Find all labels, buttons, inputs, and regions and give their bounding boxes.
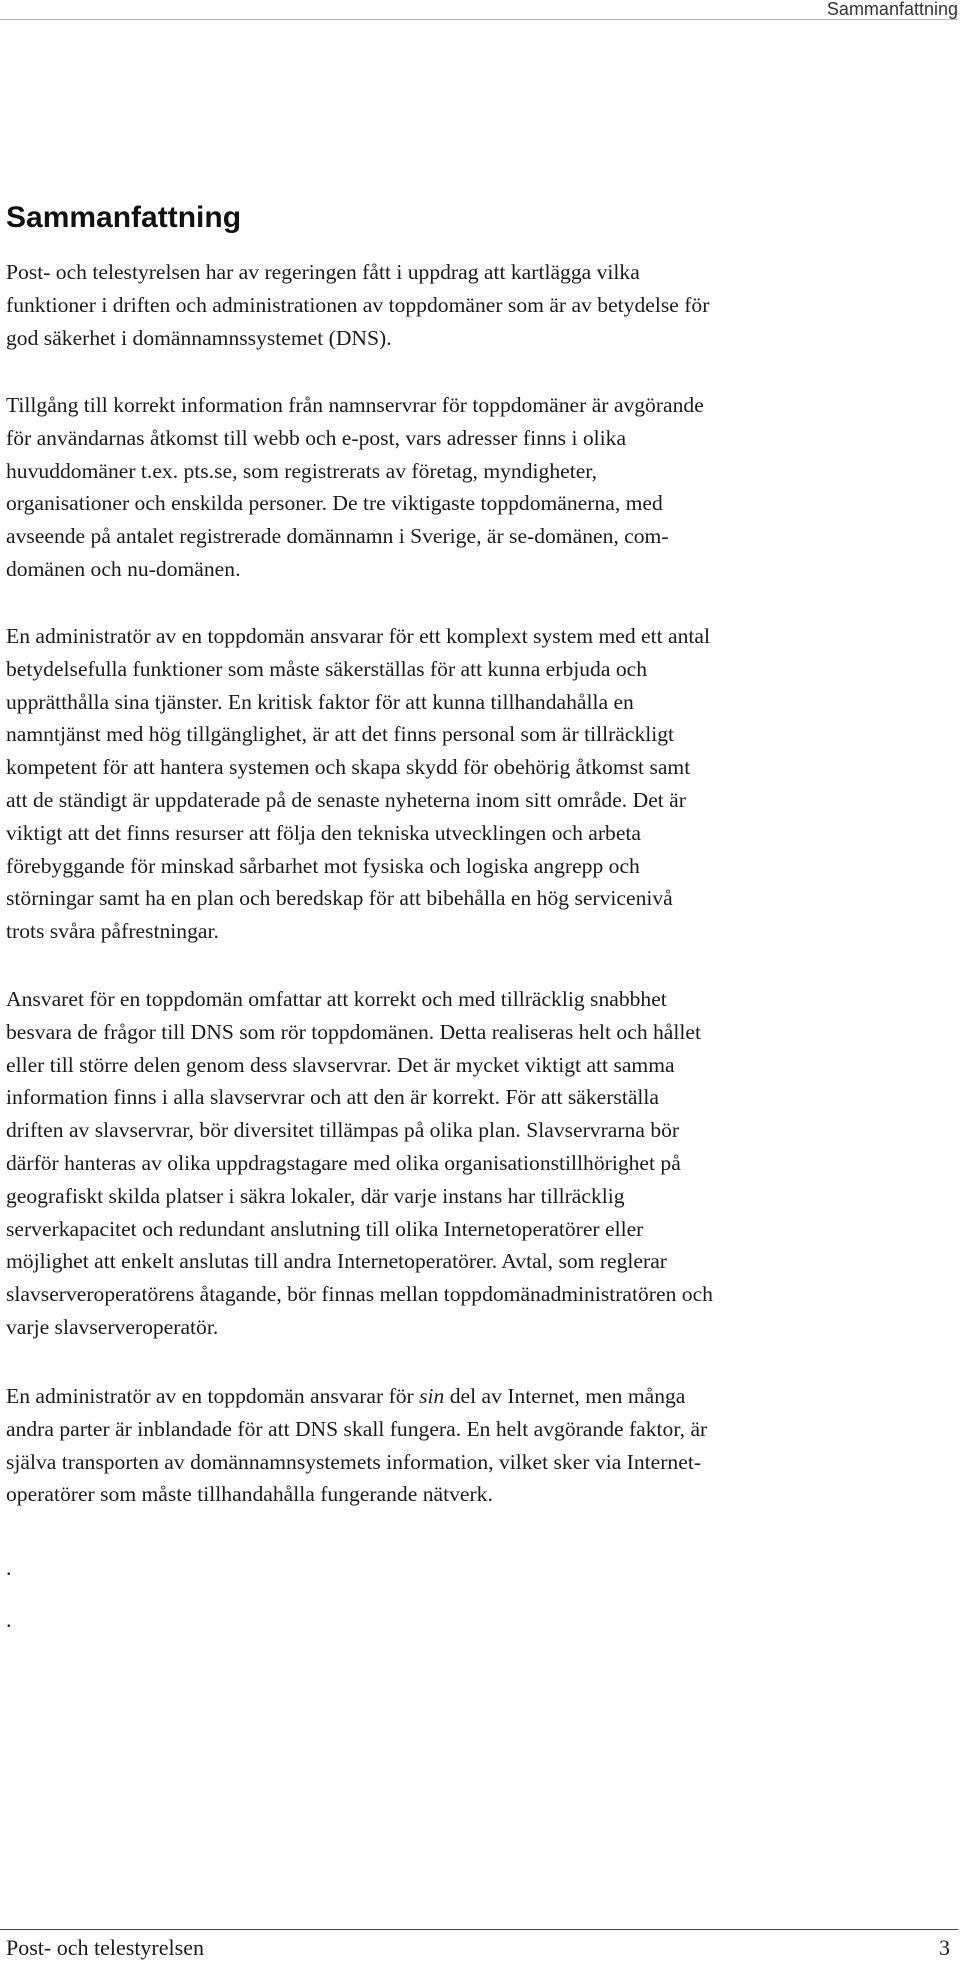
paragraph-line: själva transporten av domännamnsystemets information, vilket sker via Internet- bbox=[6, 1449, 702, 1474]
paragraph-line: för användarnas åtkomst till webb och e-post, vars adresser finns i olika bbox=[6, 425, 627, 450]
paragraph-line: Post- och telestyrelsen har av regeringen fått i uppdrag att kartlägga vilka bbox=[6, 260, 640, 284]
running-header-title: Sammanfattning bbox=[826, 0, 958, 19]
paragraph-line: huvuddomäner t.ex. pts.se, som registrerats av företag, myndigheter, bbox=[6, 458, 598, 483]
paragraph-line: Tillgång till korrekt information från namnservrar för toppdomäner är avgörande bbox=[6, 393, 704, 417]
paragraph-text: del av Internet, men många bbox=[444, 1384, 686, 1408]
paragraph-line: funktioner i driften och administrationen av toppdomäner som är av betydelse för bbox=[6, 292, 710, 317]
paragraph-line: slavserveroperatörens åtagande, bör finnas mellan toppdomänadministratören och bbox=[6, 1282, 713, 1307]
paragraph-line: information finns i alla slavservrar och att den är korrekt. För att säkerställa bbox=[6, 1085, 659, 1110]
emphasis-text: sin bbox=[419, 1384, 445, 1408]
paragraph-line: trots svåra påfrestningar. bbox=[6, 919, 219, 944]
paragraph-line: driften av slavservrar, bör diversitet tillämpas på olika plan. Slavservrarna bör bbox=[6, 1118, 680, 1143]
paragraph-line: att de ständigt är uppdaterade på de senaste nyheterna inom sitt område. Det är bbox=[6, 787, 686, 812]
paragraph-line: avseende på antalet registrerade domännamn i Sverige, är se-domänen, com- bbox=[6, 524, 669, 549]
paragraph-line: kompetent för att hantera systemen och skapa skydd för obehörig åtkomst samt bbox=[6, 755, 691, 780]
paragraph-line: Ansvaret för en toppdomän omfattar att korrekt och med tillräcklig snabbhet bbox=[6, 987, 667, 1011]
paragraph-line: eller till större delen genom dess slavservrar. Det är mycket viktigt att samma bbox=[6, 1052, 675, 1077]
paragraph-line: viktigt att det finns resurser att följa den tekniska utvecklingen och arbeta bbox=[6, 820, 642, 845]
paragraph-line: andra parter är inblandade för att DNS skall fungera. En helt avgörande faktor, är bbox=[6, 1416, 708, 1441]
paragraph-line: förebyggande för minskad sårbarhet mot fysiska och logiska angrepp och bbox=[6, 853, 640, 878]
paragraph-line: betydelsefulla funktioner som måste säkerställas för att kunna erbjuda och bbox=[6, 656, 648, 681]
paragraph-line: operatörer som måste tillhandahålla fungerande nätverk. bbox=[6, 1482, 493, 1507]
paragraph-line: varje slavserveroperatör. bbox=[6, 1314, 219, 1339]
paragraph-line: därför hanteras av olika uppdragstagare med olika organisationstillhörighet på bbox=[6, 1150, 681, 1175]
paragraph-2 bbox=[6, 389, 956, 586]
paragraph-line: geografiskt skilda platser i säkra lokaler, där varje instans har tillräcklig bbox=[6, 1183, 625, 1208]
paragraph-line: besvara de frågor till DNS som rör toppdomänen. Detta realiseras helt och hållet bbox=[6, 1019, 701, 1044]
paragraph-line: domänen och nu-domänen. bbox=[6, 556, 241, 581]
paragraph-line: möjlighet att enkelt anslutas till andra Internetoperatörer. Avtal, som reglerar bbox=[6, 1249, 667, 1274]
dot-mark: . bbox=[6, 1555, 12, 1580]
paragraph-line: organisationer och enskilda personer. De tre viktigaste toppdomänerna, med bbox=[6, 491, 663, 516]
paragraph-line: En administratör av en toppdomän ansvarar för ett komplext system med ett antal bbox=[6, 624, 711, 648]
paragraph-line: god säkerhet i domännamnssystemet (DNS). bbox=[6, 325, 392, 350]
running-header bbox=[0, 0, 958, 20]
page-number: 3 bbox=[939, 1935, 950, 1960]
paragraph-line: upprätthålla sina tjänster. En kritisk faktor för att kunna tillhandahålla en bbox=[6, 689, 634, 714]
paragraph-5 bbox=[6, 1380, 956, 1511]
paragraph-4 bbox=[6, 983, 956, 1344]
paragraph-line: serverkapacitet och redundant anslutning till olika Internetoperatörer eller bbox=[6, 1216, 644, 1241]
footer-publisher: Post- och telestyrelsen bbox=[6, 1935, 204, 1960]
paragraph-line bbox=[6, 1380, 956, 1413]
paragraph-text: En administratör av en toppdomän ansvarar för bbox=[6, 1384, 420, 1408]
paragraph-line: störningar samt ha en plan och beredskap för att bibehålla en hög servicenivå bbox=[6, 886, 673, 911]
paragraph-line: namntjänst med hög tillgänglighet, är att det finns personal som är tillräckligt bbox=[6, 722, 675, 747]
paragraph-3 bbox=[6, 620, 956, 948]
dot-mark: . bbox=[6, 1607, 12, 1632]
footer-divider bbox=[0, 1929, 958, 1930]
page-title: Sammanfattning bbox=[6, 201, 242, 234]
paragraph-1 bbox=[6, 256, 956, 354]
